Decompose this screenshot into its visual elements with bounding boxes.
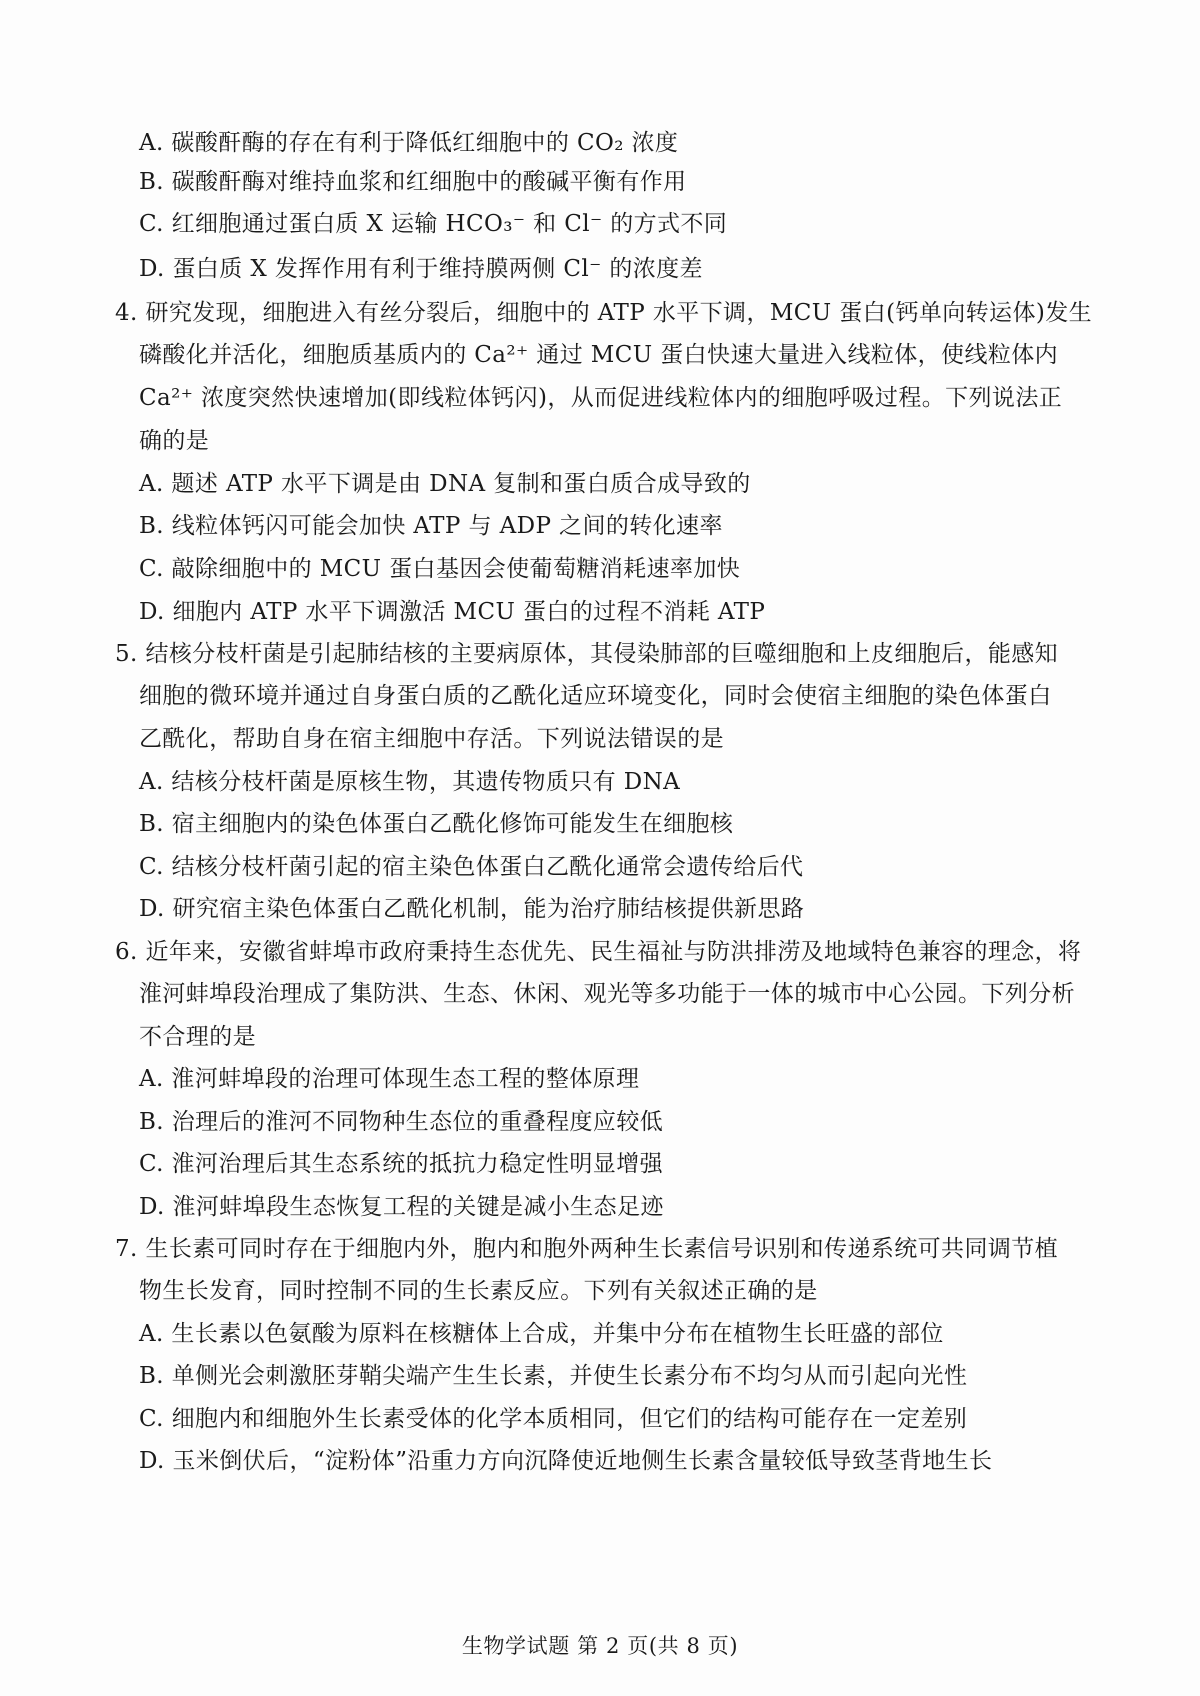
q5-option-b: B. 宿主细胞内的染色体蛋白乙酰化修饰可能发生在细胞核 — [139, 811, 734, 837]
q6-stem-line-3: 不合理的是 — [139, 1024, 256, 1050]
q4-stem-line-1: 4. 研究发现，细胞进入有丝分裂后，细胞中的 ATP 水平下调，MCU 蛋白(钙单向转运体)发生 — [115, 300, 1093, 326]
q5-option-d: D. 研究宿主染色体蛋白乙酰化机制，能为治疗肺结核提供新思路 — [139, 896, 805, 922]
q5-option-a: A. 结核分枝杆菌是原核生物，其遗传物质只有 DNA — [139, 769, 681, 795]
q3-option-b: B. 碳酸酐酶对维持血浆和红细胞中的酸碱平衡有作用 — [139, 169, 687, 195]
q7-option-c: C. 细胞内和细胞外生长素受体的化学本质相同，但它们的结构可能存在一定差别 — [139, 1406, 968, 1432]
q6-stem-line-1: 6. 近年来，安徽省蚌埠市政府秉持生态优先、民生福祉与防洪排涝及地域特色兼容的理念，将 — [115, 939, 1082, 965]
q7-stem-line-2: 物生长发育，同时控制不同的生长素反应。下列有关叙述正确的是 — [139, 1278, 818, 1304]
q4-stem-line-3: Ca²⁺ 浓度突然快速增加(即线粒体钙闪)，从而促进线粒体内的细胞呼吸过程。下列说法正 — [139, 385, 1063, 411]
q4-option-b: B. 线粒体钙闪可能会加快 ATP 与 ADP 之间的转化速率 — [139, 513, 723, 539]
q4-option-a: A. 题述 ATP 水平下调是由 DNA 复制和蛋白质合成导致的 — [139, 471, 751, 497]
q5-option-c: C. 结核分枝杆菌引起的宿主染色体蛋白乙酰化通常会遗传给后代 — [139, 854, 804, 880]
q5-stem-line-2: 细胞的微环境并通过自身蛋白质的乙酰化适应环境变化，同时会使宿主细胞的染色体蛋白 — [139, 683, 1052, 709]
q6-option-d: D. 淮河蚌埠段生态恢复工程的关键是减小生态足迹 — [139, 1194, 664, 1220]
q6-option-a: A. 淮河蚌埠段的治理可体现生态工程的整体原理 — [139, 1066, 640, 1092]
q5-stem-line-1: 5. 结核分枝杆菌是引起肺结核的主要病原体，其侵染肺部的巨噬细胞和上皮细胞后，能感知 — [115, 641, 1059, 667]
q7-option-b: B. 单侧光会刺激胚芽鞘尖端产生生长素，并使生长素分布不均匀从而引起向光性 — [139, 1363, 968, 1389]
q7-option-a: A. 生长素以色氨酸为原料在核糖体上合成，并集中分布在植物生长旺盛的部位 — [139, 1321, 944, 1347]
q5-stem-line-3: 乙酰化，帮助自身在宿主细胞中存活。下列说法错误的是 — [139, 726, 724, 752]
q7-option-d: D. 玉米倒伏后，“淀粉体”沿重力方向沉降使近地侧生长素含量较低导致茎背地生长 — [139, 1448, 993, 1474]
q4-stem-line-2: 磷酸化并活化，细胞质基质内的 Ca²⁺ 通过 MCU 蛋白快速大量进入线粒体，使线粒体内 — [139, 342, 1059, 368]
q3-option-c: C. 红细胞通过蛋白质 X 运输 HCO₃⁻ 和 Cl⁻ 的方式不同 — [139, 211, 728, 237]
q7-stem-line-1: 7. 生长素可同时存在于细胞内外，胞内和胞外两种生长素信号识别和传递系统可共同调节植 — [115, 1236, 1059, 1262]
q3-option-a: A. 碳酸酐酶的存在有利于降低红细胞中的 CO₂ 浓度 — [139, 130, 679, 156]
q4-option-c: C. 敲除细胞中的 MCU 蛋白基因会使葡萄糖消耗速率加快 — [139, 556, 741, 582]
page-footer: 生物学试题 第 2 页(共 8 页) — [461, 1634, 739, 1658]
q6-stem-line-2: 淮河蚌埠段治理成了集防洪、生态、休闲、观光等多功能于一体的城市中心公园。下列分析 — [139, 981, 1075, 1007]
q3-option-d: D. 蛋白质 X 发挥作用有利于维持膜两侧 Cl⁻ 的浓度差 — [139, 256, 703, 282]
q6-option-c: C. 淮河治理后其生态系统的抵抗力稳定性明显增强 — [139, 1151, 664, 1177]
q4-option-d: D. 细胞内 ATP 水平下调激活 MCU 蛋白的过程不消耗 ATP — [139, 599, 766, 625]
q4-stem-line-4: 确的是 — [139, 428, 210, 454]
q6-option-b: B. 治理后的淮河不同物种生态位的重叠程度应较低 — [139, 1109, 664, 1135]
